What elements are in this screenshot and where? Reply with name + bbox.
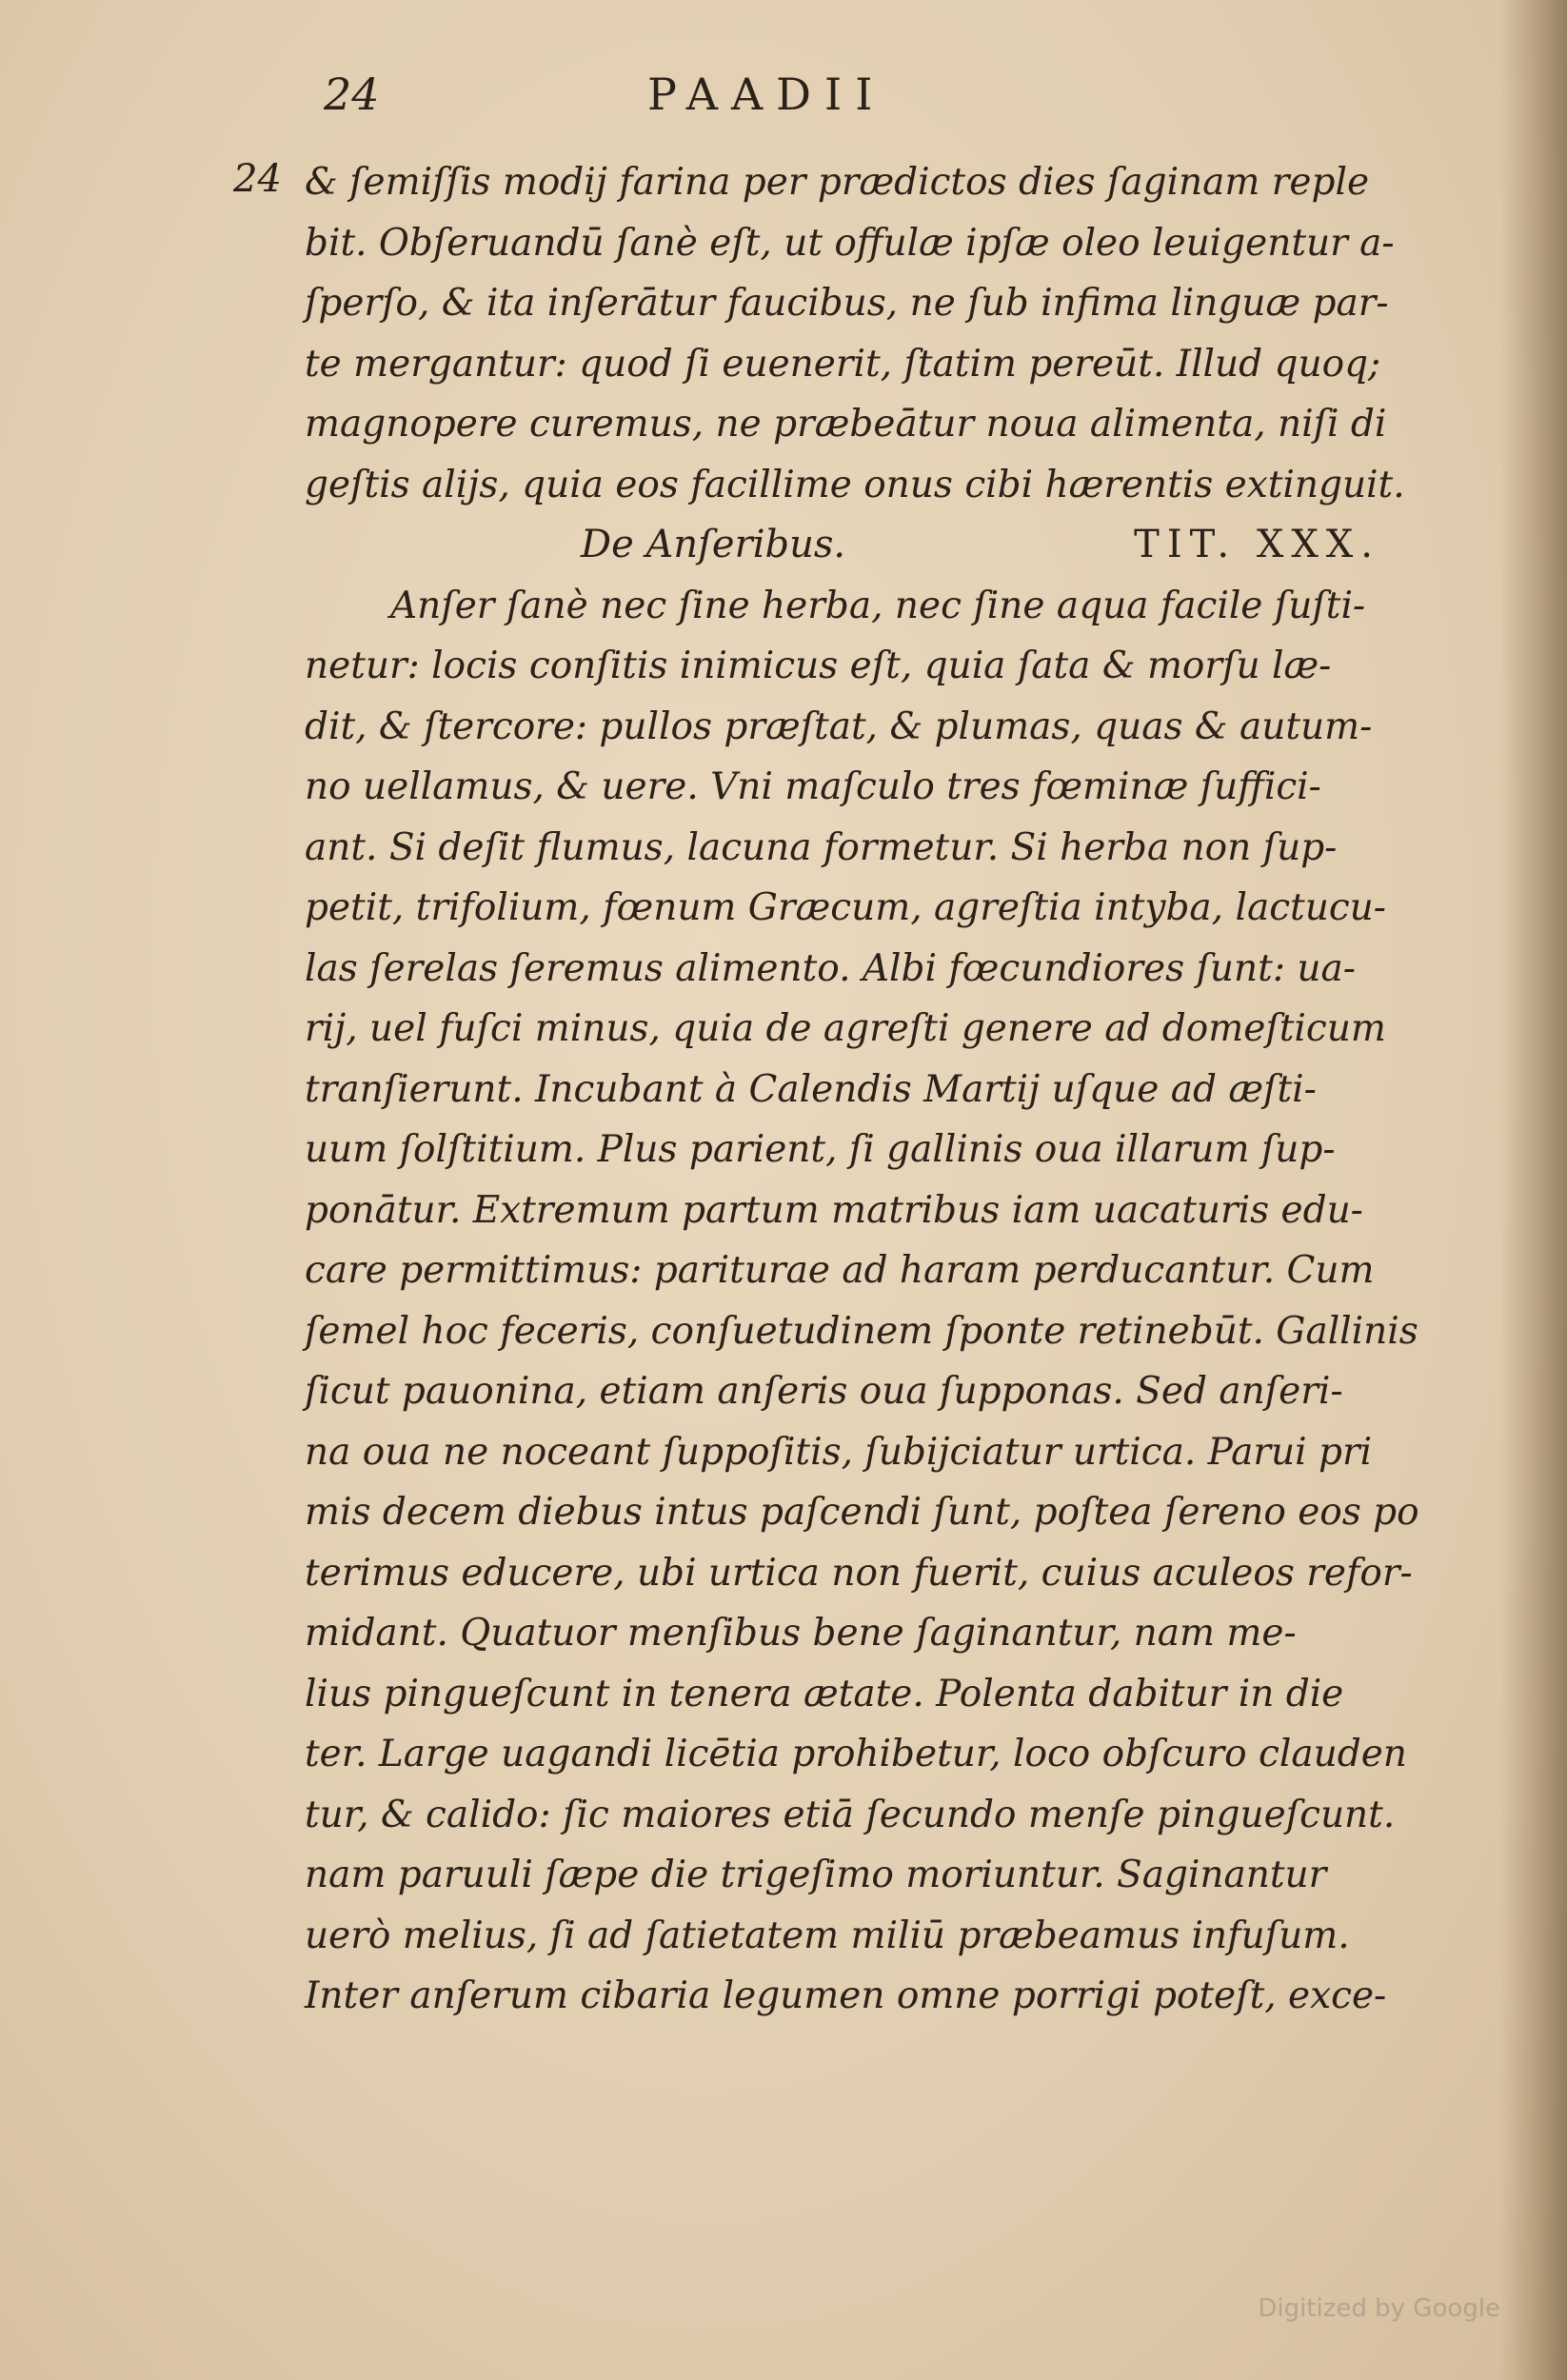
margin-line-number: 24 <box>233 157 282 201</box>
page-gutter-shadow <box>1500 0 1567 2380</box>
text-line: tur, & calido: ſic maiores etiā ſecundo menſe pingueſcunt. <box>305 1793 1396 1836</box>
text-line: magnopere curemus, ne præbeātur noua alimenta, niſi di <box>305 403 1387 446</box>
text-line: petit, trifolium, fœnum Græcum, agreſtia intyba, lactucu- <box>305 886 1386 929</box>
text-line: uerò melius, ſi ad ſatietatem miliū præbeamus infuſum. <box>305 1914 1350 1957</box>
text-line: dit, & ſtercore: pullos præſtat, & plumas, quas & autum- <box>305 704 1373 748</box>
text-line: geſtis alijs, quia eos facillime onus cibi hærentis extinguit. <box>305 463 1405 506</box>
text-line: bit. Obſeruandū ſanè eſt, ut offulæ ipſæ oleo leuigentur a- <box>305 221 1395 265</box>
text-line: mis decem diebus intus paſcendi ſunt, poſtea ſereno eos po <box>305 1491 1419 1534</box>
text-line: nam paruuli ſæpe die trigeſimo moriuntur. Saginantur <box>305 1854 1327 1896</box>
text-line: las ſerelas ſeremus alimento. Albi fœcundiores ſunt: ua- <box>305 946 1356 990</box>
text-line: tranſierunt. Incubant à Calendis Martij uſque ad æſti- <box>305 1067 1317 1111</box>
text-line: lius pingueſcunt in tenera ætate. Polenta dabitur in die <box>305 1672 1344 1716</box>
text-line: care permittimus: pariturae ad haram perducantur. Cum <box>305 1249 1375 1292</box>
text-line: rij, uel fuſci minus, quia de agreſti genere ad domeſticum <box>305 1007 1386 1050</box>
digitization-watermark: Digitized by Google <box>1258 2294 1500 2323</box>
text-line: & ſemiſſis modij farina per prædictos dies ſaginam reple <box>305 161 1370 204</box>
text-line: Anſer ſanè nec ſine herba, nec ſine aqua facile ſuſti- <box>390 584 1366 627</box>
text-line: ter. Large uagandi licētia prohibetur, loco obſcuro clauden <box>305 1733 1407 1775</box>
section-heading <box>305 515 1380 576</box>
text-line: ſperſo, & ita inſerātur faucibus, ne ſub infima linguæ par- <box>305 282 1389 325</box>
text-line: Inter anſerum cibaria legumen omne porrigi poteſt, exce- <box>305 1974 1387 2017</box>
running-title: PAADII <box>647 69 886 120</box>
text-line: uum ſolſtitium. Plus parient, ſi gallinis oua illarum ſup- <box>305 1128 1336 1171</box>
text-line: ſemel hoc feceris, conſuetudinem ſponte retinebūt. Gallinis <box>305 1309 1418 1353</box>
text-line: na oua ne noceant ſuppoſitis, ſubijciatur urtica. Parui pri <box>305 1430 1373 1474</box>
page-number: 24 <box>324 69 380 120</box>
text-line: no uellamus, & uere. Vni maſculo tres fœminæ ſuffici- <box>305 765 1321 808</box>
text-line: ant. Si deſit flumus, lacuna formetur. Si herba non ſup- <box>305 825 1338 869</box>
section-heading-number: TIT. XXX. <box>1134 523 1380 566</box>
text-line: ſicut pauonina, etiam anſeris oua ſupponas. Sed anſeri- <box>305 1370 1343 1413</box>
text-line: te mergantur: quod ſi euenerit, ſtatim pereūt. Illud quoq; <box>305 342 1381 386</box>
text-line: ponātur. Extremum partum matribus iam uacaturis edu- <box>305 1188 1363 1232</box>
section-heading-title: De Anſeribus. <box>581 523 846 566</box>
text-line: midant. Quatuor menſibus bene ſaginantur, nam me- <box>305 1612 1297 1655</box>
text-line: terimus educere, ubi urtica non fuerit, cuius aculeos refor- <box>305 1551 1413 1595</box>
text-block <box>305 152 1419 2027</box>
running-head <box>324 69 1380 126</box>
text-line: netur: locis conſitis inimicus eſt, quia ſata & morſu læ- <box>305 645 1332 687</box>
